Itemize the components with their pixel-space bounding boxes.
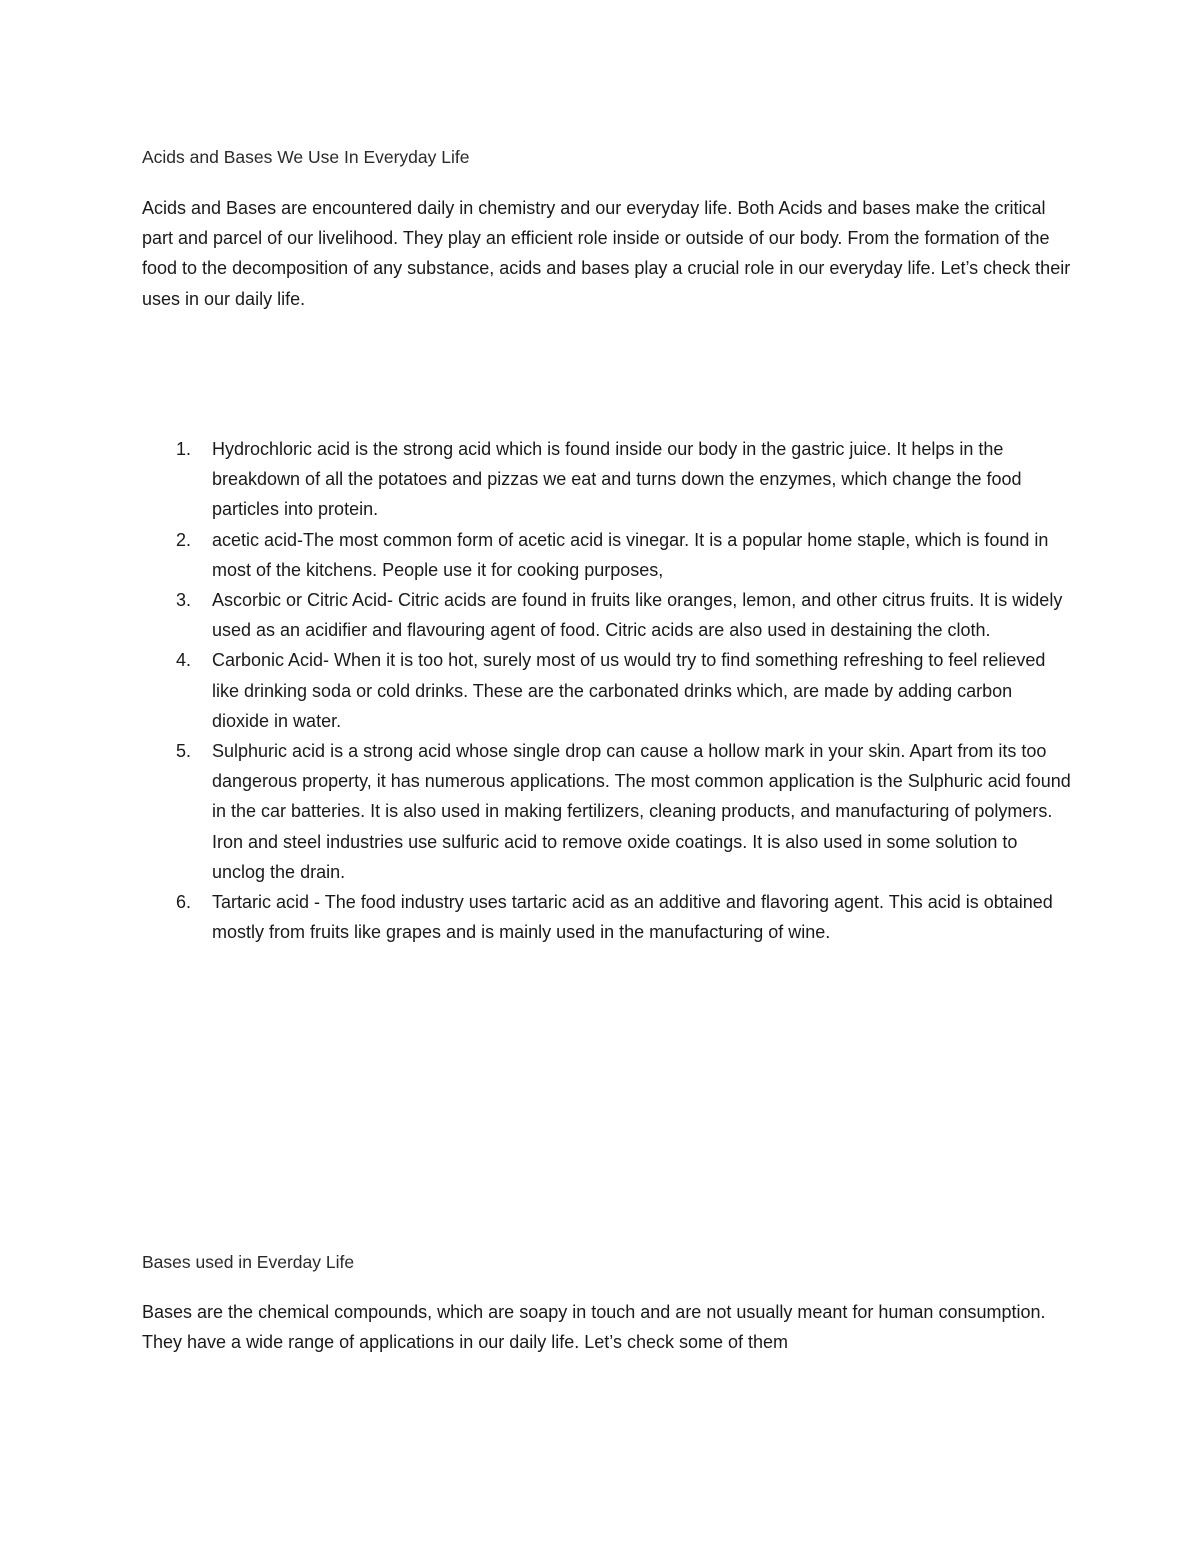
list-item-number: 5. [176, 741, 192, 762]
intro-paragraph-bases: Bases are the chemical compounds, which are soapy in touch and are not usually meant for human consumption. They have a wide range of applications in our daily life. Let’s check some of them [142, 1302, 1046, 1353]
list-item-text: Tartaric acid - The food industry uses tartaric acid as an additive and flavoring agent. This acid is obtained mostly from fruits like grapes and is mainly used in the manufacturing of wine. [212, 892, 1053, 943]
list-item [142, 736, 1072, 887]
list-item [142, 887, 1072, 947]
list-item [142, 645, 1072, 736]
acids-list [142, 434, 1072, 947]
list-item-text: Carbonic Acid- When it is too hot, surely most of us would try to find something refreshing to feel relieved like drinking soda or cold drinks. These are the carbonated drinks which, are made by adding carbon dioxide in water. [212, 650, 1046, 731]
list-item-number: 3. [176, 590, 192, 611]
section-heading-acids: Acids and Bases We Use In Everyday Life [142, 147, 470, 167]
list-item-number: 2. [176, 529, 192, 550]
list-item-number: 1. [176, 439, 192, 459]
list-item-text: Sulphuric acid is a strong acid whose single drop can cause a hollow mark in your skin. Apart from its too dangerous property, it has numerous applications. The most common application is the Sulphuric acid found in the car batteries. It is also used in making fertilizers, cleaning products, and manufacturing of polymers. Iron and steel industries use sulfuric acid to remove oxide coatings. It is also used in some solution to unclog the drain. [212, 741, 1071, 882]
section-heading-bases: Bases used in Everday Life [142, 1252, 355, 1272]
intro-paragraph-acids: Acids and Bases are encountered daily in chemistry and our everyday life. Both Acids and bases make the critical part and parcel of our livelihood. They play an efficient role inside or outside of our body. From the formation of the food to the decomposition of any substance, acids and bases play a crucial role in our everyday life. Let’s check their uses in our daily life. [142, 198, 1071, 309]
list-item-text: Hydrochloric acid is the strong acid which is found inside our body in the gastric juice. It helps in the breakdown of all the potatoes and pizzas we eat and turns down the enzymes, which change the food particles into protein. [212, 439, 1022, 520]
list-item-number: 6. [176, 892, 192, 913]
list-item [142, 525, 1072, 585]
list-item-text: acetic acid-The most common form of acetic acid is vinegar. It is a popular home staple, which is found in most of the kitchens. People use it for cooking purposes, [212, 529, 1049, 580]
list-item [142, 434, 1072, 525]
list-item-text: Ascorbic or Citric Acid- Citric acids are found in fruits like oranges, lemon, and other citrus fruits. It is widely used as an acidifier and flavouring agent of food. Citric acids are also used in destaining the cloth. [212, 590, 1063, 641]
list-item [142, 585, 1072, 645]
list-item-number: 4. [176, 650, 192, 671]
